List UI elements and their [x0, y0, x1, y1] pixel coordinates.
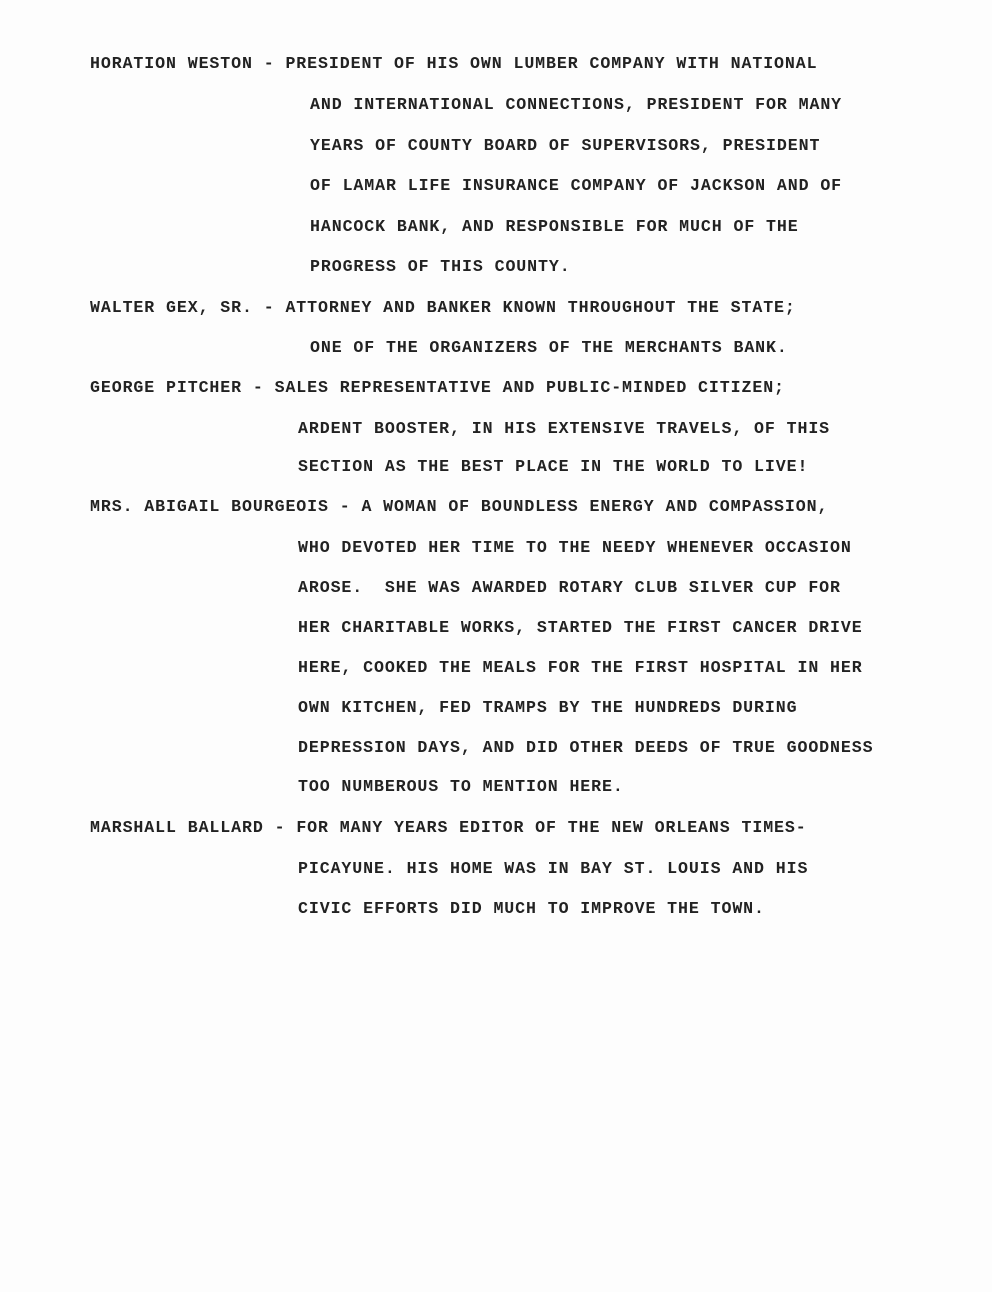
entry-text-line: TOO NUMBEROUS TO MENTION HERE.	[298, 777, 624, 796]
entry-text-line: ARDENT BOOSTER, IN HIS EXTENSIVE TRAVELS, OF THIS	[298, 419, 831, 438]
entry-text-line: FOR MANY YEARS EDITOR OF THE NEW ORLEANS TIMES-	[296, 818, 807, 837]
entry-text-line: ATTORNEY AND BANKER KNOWN THROUGHOUT THE STATE;	[285, 298, 796, 317]
entry-dash: -	[339, 497, 351, 516]
entry-text-line: HER CHARITABLE WORKS, STARTED THE FIRST CANCER DRIVE	[298, 618, 863, 637]
entry-text-line: PRESIDENT OF HIS OWN LUMBER COMPANY WITH NATIONAL	[285, 54, 818, 73]
entry-text-line: ONE OF THE ORGANIZERS OF THE MERCHANTS BANK.	[310, 338, 788, 357]
entry-text-line: SECTION AS THE BEST PLACE IN THE WORLD TO LIVE!	[298, 457, 809, 476]
entry-text-line: AROSE. SHE WAS AWARDED ROTARY CLUB SILVER CUP FOR	[298, 578, 841, 597]
entry-name: WALTER GEX, SR.	[90, 298, 253, 317]
entry-heading	[90, 53, 818, 75]
entry-text-line: PICAYUNE. HIS HOME WAS IN BAY ST. LOUIS AND HIS	[298, 859, 809, 878]
entry-dash: -	[252, 378, 264, 397]
entry-text-line: CIVIC EFFORTS DID MUCH TO IMPROVE THE TOWN.	[298, 899, 765, 918]
entry-text-line: OF LAMAR LIFE INSURANCE COMPANY OF JACKSON AND OF	[310, 176, 843, 195]
entry-name: GEORGE PITCHER	[90, 378, 243, 397]
entry-name: HORATION WESTON	[90, 54, 253, 73]
entry-text-line: AND INTERNATIONAL CONNECTIONS, PRESIDENT FOR MANY	[310, 95, 843, 114]
entry-heading	[90, 297, 796, 319]
entry-text-line: OWN KITCHEN, FED TRAMPS BY THE HUNDREDS DURING	[298, 698, 798, 717]
entry-text-line: YEARS OF COUNTY BOARD OF SUPERVISORS, PRESIDENT	[310, 136, 821, 155]
entry-dash: -	[274, 818, 286, 837]
entry-text-line: HERE, COOKED THE MEALS FOR THE FIRST HOSPITAL IN HER	[298, 658, 863, 677]
entry-heading	[90, 377, 785, 399]
entry-name: MRS. ABIGAIL BOURGEOIS	[90, 497, 329, 516]
entry-dash: -	[263, 54, 275, 73]
entry-heading	[90, 496, 828, 518]
entry-heading	[90, 817, 807, 839]
entry-text-line: PROGRESS OF THIS COUNTY.	[310, 257, 571, 276]
entry-text-line: WHO DEVOTED HER TIME TO THE NEEDY WHENEVER OCCASION	[298, 538, 852, 557]
entry-name: MARSHALL BALLARD	[90, 818, 264, 837]
entry-dash: -	[263, 298, 275, 317]
entry-text-line: DEPRESSION DAYS, AND DID OTHER DEEDS OF TRUE GOODNESS	[298, 738, 874, 757]
entry-text-line: SALES REPRESENTATIVE AND PUBLIC-MINDED CITIZEN;	[274, 378, 785, 397]
entry-text-line: HANCOCK BANK, AND RESPONSIBLE FOR MUCH OF THE	[310, 217, 799, 236]
entry-text-line: A WOMAN OF BOUNDLESS ENERGY AND COMPASSION,	[361, 497, 829, 516]
